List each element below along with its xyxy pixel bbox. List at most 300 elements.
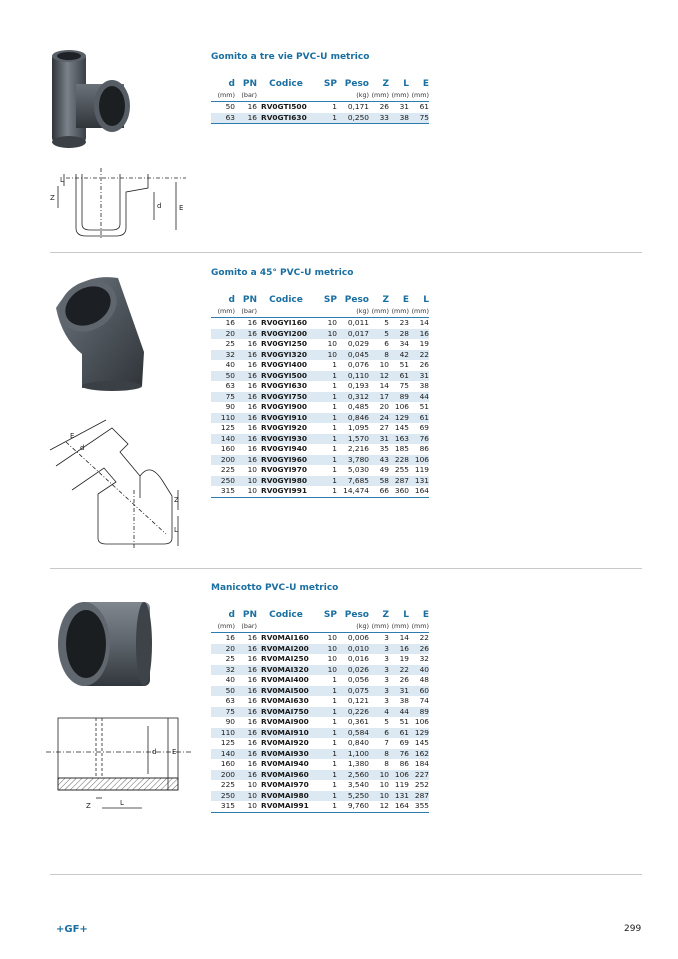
- table-cell: 10: [369, 791, 389, 802]
- table-cell: 61: [419, 102, 429, 111]
- table-row: [211, 350, 429, 361]
- table-cell: 20: [211, 644, 235, 655]
- table-cell: 119: [394, 780, 409, 789]
- table-cell: 0,121: [347, 696, 369, 705]
- table-cell: 10: [327, 318, 337, 327]
- table-cell: 86: [419, 444, 429, 453]
- table-cell: 12: [369, 371, 389, 382]
- table-cell: 0,076: [347, 360, 369, 369]
- table-cell: 1: [315, 455, 337, 466]
- table-cell: 43: [369, 455, 389, 466]
- table-cell: 355: [409, 801, 429, 812]
- table-cell: 1: [332, 423, 337, 432]
- table-row: [211, 444, 429, 455]
- table-cell: 252: [414, 780, 429, 789]
- table-cell: 23: [399, 318, 409, 327]
- table-cell: 90: [225, 717, 235, 726]
- table-cell: 16: [247, 654, 257, 663]
- column-header: PN: [242, 610, 257, 620]
- page-number: 299: [624, 924, 642, 934]
- table-cell: 32: [419, 654, 429, 663]
- column-unit: (kg): [337, 306, 369, 318]
- table-cell: 287: [409, 791, 429, 802]
- table-cell: RV0GYI250: [261, 339, 307, 348]
- spec-table-socket: [211, 609, 429, 813]
- table-cell: 1,570: [337, 434, 369, 445]
- column-unit: (mm): [409, 90, 429, 102]
- table-cell: 1: [315, 413, 337, 424]
- table-cell: 26: [409, 644, 429, 655]
- table-cell: 22: [389, 665, 409, 676]
- table-cell: 1: [315, 486, 337, 497]
- table-cell: 1: [315, 476, 337, 487]
- table-cell: 25: [225, 654, 235, 663]
- table-cell: 164: [409, 486, 429, 497]
- table-cell: 6: [384, 339, 389, 348]
- table-cell: 1: [332, 780, 337, 789]
- table-row: [211, 360, 429, 371]
- table-cell: 16: [247, 402, 257, 411]
- table-cell: 10: [379, 780, 389, 789]
- table-cell: 5: [384, 717, 389, 726]
- table-cell: 69: [399, 738, 409, 747]
- table-cell: 61: [389, 728, 409, 739]
- table-cell: 140: [211, 749, 235, 760]
- table-row: [211, 780, 429, 791]
- table-cell: 0,016: [347, 654, 369, 663]
- table-row: [211, 455, 429, 466]
- table-cell: 63: [225, 381, 235, 390]
- table-cell: 58: [369, 476, 389, 487]
- section-divider: [50, 874, 642, 875]
- drawing-label-E: E: [70, 432, 75, 440]
- column-header: d: [228, 295, 235, 305]
- table-cell: RV0GYI930: [257, 434, 315, 445]
- table-cell: 17: [369, 392, 389, 403]
- table-cell: 2,560: [337, 770, 369, 781]
- table-cell: 16: [235, 770, 257, 781]
- column-header: E: [422, 610, 429, 620]
- table-cell: 42: [389, 350, 409, 361]
- table-row: [211, 654, 429, 665]
- drawing-label-E: E: [179, 204, 184, 212]
- table-cell: 90: [225, 402, 235, 411]
- table-cell: RV0GYI500: [257, 371, 315, 382]
- table-cell: 1: [332, 717, 337, 726]
- table-cell: 16: [235, 686, 257, 697]
- table-cell: RV0GYI200: [257, 329, 315, 340]
- table-cell: 0,026: [337, 665, 369, 676]
- drawing-label-Z: Z: [86, 802, 91, 810]
- table-cell: 44: [409, 392, 429, 403]
- table-row: [211, 717, 429, 728]
- table-cell: 250: [211, 476, 235, 487]
- table-cell: 50: [211, 686, 235, 697]
- table-cell: 20: [211, 329, 235, 340]
- table-cell: 200: [211, 455, 235, 466]
- table-cell: 1: [332, 759, 337, 768]
- drawing-label-Z: Z: [50, 194, 55, 202]
- table-cell: 35: [379, 444, 389, 453]
- section-divider: [50, 568, 642, 569]
- table-cell: 16: [247, 696, 257, 705]
- table-cell: 3: [384, 633, 389, 642]
- table-cell: 5,030: [347, 465, 369, 474]
- table-cell: 16: [225, 318, 235, 327]
- column-unit: (mm): [409, 621, 429, 633]
- table-cell: 32: [211, 665, 235, 676]
- table-cell: 31: [389, 686, 409, 697]
- table-cell: 31: [399, 102, 409, 111]
- table-row: [211, 686, 429, 697]
- table-cell: 16: [235, 434, 257, 445]
- column-unit: [315, 90, 337, 102]
- table-cell: 0,226: [337, 707, 369, 718]
- column-unit: (mm): [389, 621, 409, 633]
- table-cell: RV0MAI940: [261, 759, 309, 768]
- table-cell: 1: [332, 102, 337, 111]
- table-cell: 76: [409, 434, 429, 445]
- table-cell: 0,846: [337, 413, 369, 424]
- table-cell: 16: [247, 738, 257, 747]
- table-cell: 3: [369, 665, 389, 676]
- table-cell: 16: [247, 423, 257, 432]
- table-cell: RV0MAI630: [261, 696, 309, 705]
- column-header: SP: [323, 295, 337, 305]
- section-title-elbow-45: Gomito a 45° PVC-U metrico: [211, 268, 354, 278]
- table-cell: 89: [389, 392, 409, 403]
- table-cell: 61: [409, 413, 429, 424]
- table-cell: 16: [247, 339, 257, 348]
- table-cell: 0,110: [337, 371, 369, 382]
- column-header: Peso: [344, 295, 369, 305]
- table-row: [211, 102, 429, 113]
- table-cell: 14: [379, 381, 389, 390]
- table-cell: RV0GYI940: [261, 444, 307, 453]
- table-cell: RV0GYI320: [257, 350, 315, 361]
- table-cell: 16: [247, 444, 257, 453]
- table-cell: RV0MAI500: [257, 686, 315, 697]
- table-cell: 1: [332, 402, 337, 411]
- column-unit: (mm): [409, 306, 429, 318]
- column-header: SP: [323, 610, 337, 620]
- table-cell: RV0MAI910: [257, 728, 315, 739]
- table-cell: 48: [419, 675, 429, 684]
- table-cell: 10: [235, 791, 257, 802]
- table-cell: 6: [369, 728, 389, 739]
- table-row: [211, 113, 429, 124]
- table-cell: 27: [379, 423, 389, 432]
- table-cell: 51: [399, 360, 409, 369]
- table-cell: 40: [409, 665, 429, 676]
- table-cell: 0,840: [347, 738, 369, 747]
- table-cell: 31: [409, 371, 429, 382]
- table-cell: 184: [414, 759, 429, 768]
- table-cell: 10: [369, 770, 389, 781]
- table-cell: RV0GYI970: [261, 465, 307, 474]
- table-row: [211, 381, 429, 392]
- section-title-tee: Gomito a tre vie PVC-U metrico: [211, 52, 370, 62]
- table-cell: RV0GYI900: [261, 402, 307, 411]
- table-cell: RV0GTI500: [261, 102, 307, 111]
- table-row: [211, 476, 429, 487]
- table-cell: RV0MAI920: [261, 738, 309, 747]
- table-cell: 10: [327, 339, 337, 348]
- table-cell: 10: [315, 644, 337, 655]
- table-cell: 0,485: [347, 402, 369, 411]
- table-cell: 315: [211, 801, 235, 812]
- table-cell: 16: [409, 329, 429, 340]
- table-cell: 3,540: [347, 780, 369, 789]
- table-cell: RV0MAI160: [261, 633, 309, 642]
- column-unit: [315, 621, 337, 633]
- table-cell: 12: [369, 801, 389, 812]
- table-cell: 3: [384, 696, 389, 705]
- table-cell: 14: [399, 633, 409, 642]
- table-cell: 16: [235, 329, 257, 340]
- table-cell: 38: [419, 381, 429, 390]
- section-title-socket: Manicotto PVC-U metrico: [211, 583, 339, 593]
- table-cell: 106: [409, 455, 429, 466]
- column-unit: (mm): [211, 306, 235, 318]
- table-cell: 0,045: [337, 350, 369, 361]
- table-cell: RV0MAI320: [257, 665, 315, 676]
- table-cell: 1: [332, 675, 337, 684]
- table-cell: 1: [315, 707, 337, 718]
- table-cell: 1: [315, 770, 337, 781]
- table-cell: RV0MAI970: [261, 780, 309, 789]
- column-unit: [257, 621, 315, 633]
- column-header: L: [403, 610, 409, 620]
- table-cell: 250: [211, 791, 235, 802]
- column-header: Z: [382, 610, 389, 620]
- table-cell: 1: [315, 791, 337, 802]
- table-cell: 44: [389, 707, 409, 718]
- column-header: SP: [323, 79, 337, 89]
- table-cell: 7,685: [337, 476, 369, 487]
- table-cell: 0,010: [337, 644, 369, 655]
- column-unit: (bar): [235, 90, 257, 102]
- spec-table-elbow-45: [211, 294, 429, 498]
- table-cell: 225: [220, 780, 235, 789]
- elbow-45-technical-drawing: [46, 420, 191, 550]
- table-cell: 75: [211, 707, 235, 718]
- table-cell: RV0MAI980: [257, 791, 315, 802]
- table-cell: 1: [315, 749, 337, 760]
- table-cell: 16: [247, 360, 257, 369]
- table-cell: RV0MAI250: [261, 654, 309, 663]
- table-cell: 131: [389, 791, 409, 802]
- table-cell: RV0MAI750: [257, 707, 315, 718]
- table-cell: 106: [414, 717, 429, 726]
- table-row: [211, 318, 429, 329]
- table-row: [211, 738, 429, 749]
- table-cell: 1: [332, 444, 337, 453]
- drawing-label-L: L: [120, 799, 124, 807]
- table-cell: 110: [211, 413, 235, 424]
- table-cell: RV0GYI630: [261, 381, 307, 390]
- table-cell: 16: [235, 728, 257, 739]
- table-cell: 2,216: [347, 444, 369, 453]
- table-row: [211, 770, 429, 781]
- column-unit: [257, 306, 315, 318]
- column-header: Codice: [269, 295, 303, 305]
- table-cell: 119: [414, 465, 429, 474]
- table-cell: 26: [379, 102, 389, 111]
- table-cell: 0,006: [347, 633, 369, 642]
- table-cell: 75: [399, 381, 409, 390]
- table-row: [211, 413, 429, 424]
- table-row: [211, 392, 429, 403]
- column-header: Z: [382, 79, 389, 89]
- table-cell: 26: [399, 675, 409, 684]
- table-cell: 8: [384, 759, 389, 768]
- table-cell: 0,193: [347, 381, 369, 390]
- table-cell: 0,171: [347, 102, 369, 111]
- table-row: [211, 329, 429, 340]
- drawing-label-Z: Z: [174, 496, 179, 504]
- column-unit: (mm): [369, 90, 389, 102]
- table-cell: 16: [235, 371, 257, 382]
- table-cell: 5: [384, 318, 389, 327]
- table-row: [211, 759, 429, 770]
- table-cell: 163: [389, 434, 409, 445]
- table-cell: 200: [211, 770, 235, 781]
- gf-logo: +GF+: [56, 924, 88, 935]
- table-cell: 3: [369, 686, 389, 697]
- table-cell: 16: [235, 707, 257, 718]
- column-header: L: [403, 79, 409, 89]
- table-cell: 140: [211, 434, 235, 445]
- table-row: [211, 801, 429, 812]
- table-cell: 10: [247, 465, 257, 474]
- column-unit: [315, 306, 337, 318]
- table-cell: RV0MAI900: [261, 717, 309, 726]
- table-cell: 10: [235, 476, 257, 487]
- table-row: [211, 339, 429, 350]
- table-cell: 160: [220, 444, 235, 453]
- column-unit: (mm): [211, 90, 235, 102]
- table-cell: 164: [389, 801, 409, 812]
- table-cell: RV0GTI630: [257, 113, 315, 124]
- table-cell: RV0GYI160: [261, 318, 307, 327]
- table-cell: 0,075: [337, 686, 369, 697]
- table-cell: 129: [389, 413, 409, 424]
- table-cell: RV0MAI200: [257, 644, 315, 655]
- table-cell: 1: [315, 392, 337, 403]
- column-unit: (kg): [337, 621, 369, 633]
- table-cell: 10: [235, 801, 257, 812]
- table-cell: 75: [211, 392, 235, 403]
- table-cell: 19: [419, 339, 429, 348]
- table-cell: 225: [220, 465, 235, 474]
- table-cell: 106: [389, 770, 409, 781]
- table-cell: 1: [315, 801, 337, 812]
- table-row: [211, 486, 429, 497]
- table-row: [211, 707, 429, 718]
- table-cell: RV0GYI750: [257, 392, 315, 403]
- table-cell: 16: [247, 759, 257, 768]
- table-cell: 131: [409, 476, 429, 487]
- column-header: L: [423, 295, 429, 305]
- drawing-label-L: L: [174, 526, 178, 534]
- table-cell: RV0MAI400: [261, 675, 309, 684]
- table-cell: 31: [369, 434, 389, 445]
- socket-technical-drawing: [46, 712, 191, 822]
- table-cell: 10: [327, 633, 337, 642]
- table-cell: RV0GYI400: [261, 360, 307, 369]
- table-cell: RV0MAI960: [257, 770, 315, 781]
- table-row: [211, 423, 429, 434]
- table-cell: 125: [220, 423, 235, 432]
- table-cell: 26: [419, 360, 429, 369]
- table-cell: RV0GYI991: [257, 486, 315, 497]
- table-row: [211, 696, 429, 707]
- table-cell: 160: [220, 759, 235, 768]
- table-cell: 360: [389, 486, 409, 497]
- table-cell: 24: [369, 413, 389, 424]
- table-cell: 16: [247, 633, 257, 642]
- table-cell: 10: [247, 780, 257, 789]
- table-cell: 1: [332, 738, 337, 747]
- column-header: E: [422, 79, 429, 89]
- table-cell: 25: [225, 339, 235, 348]
- drawing-label-E: E: [172, 748, 177, 756]
- table-cell: 40: [225, 675, 235, 684]
- table-cell: 1,100: [337, 749, 369, 760]
- table-cell: 1,095: [347, 423, 369, 432]
- column-unit: (mm): [369, 621, 389, 633]
- table-cell: 1: [315, 434, 337, 445]
- table-cell: 69: [419, 423, 429, 432]
- drawing-label-d: d: [80, 444, 85, 452]
- table-cell: 1: [315, 728, 337, 739]
- table-row: [211, 402, 429, 413]
- table-cell: 5: [369, 329, 389, 340]
- table-cell: 16: [235, 350, 257, 361]
- table-cell: 20: [379, 402, 389, 411]
- table-cell: 3: [384, 654, 389, 663]
- table-row: [211, 749, 429, 760]
- tee-fitting-photo: [46, 48, 136, 152]
- table-row: [211, 465, 429, 476]
- column-unit: (kg): [337, 90, 369, 102]
- table-cell: 16: [235, 749, 257, 760]
- table-cell: 16: [247, 102, 257, 111]
- table-row: [211, 633, 429, 644]
- table-cell: 0,017: [337, 329, 369, 340]
- drawing-label-L: L: [60, 176, 64, 184]
- table-cell: 14,474: [337, 486, 369, 497]
- table-cell: 3,780: [337, 455, 369, 466]
- drawing-label-d: d: [152, 748, 157, 756]
- table-cell: 106: [394, 402, 409, 411]
- elbow-45-photo: [48, 268, 148, 392]
- socket-photo: [54, 598, 154, 690]
- table-cell: 1: [332, 381, 337, 390]
- column-header: Z: [382, 295, 389, 305]
- table-cell: 3: [369, 644, 389, 655]
- table-row: [211, 644, 429, 655]
- table-cell: 0,361: [347, 717, 369, 726]
- table-cell: 89: [409, 707, 429, 718]
- table-cell: 16: [235, 392, 257, 403]
- table-cell: 0,584: [337, 728, 369, 739]
- table-cell: 16: [235, 665, 257, 676]
- table-cell: 16: [235, 113, 257, 124]
- table-cell: 22: [409, 350, 429, 361]
- column-unit: (mm): [369, 306, 389, 318]
